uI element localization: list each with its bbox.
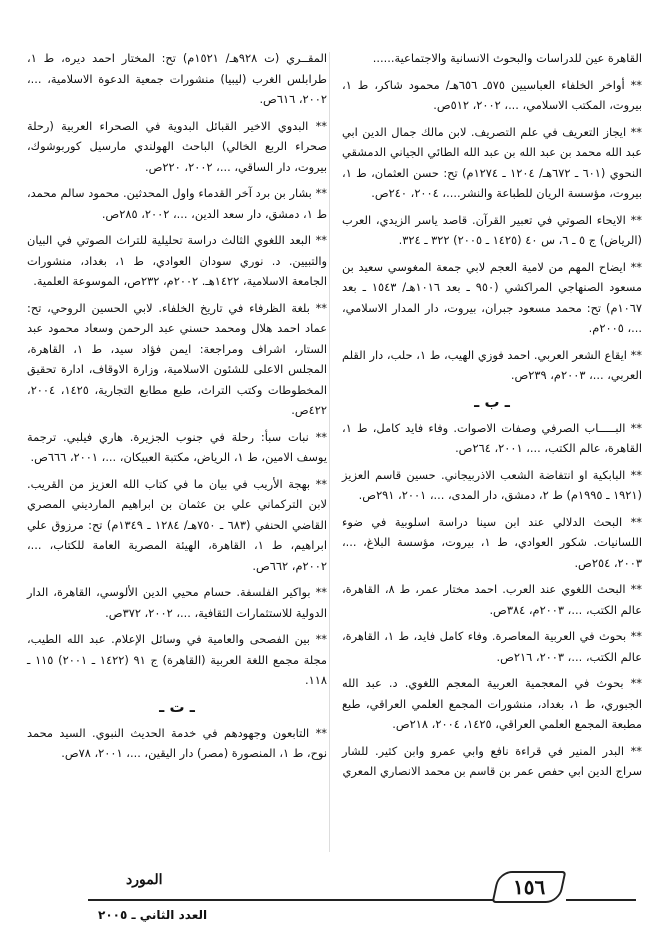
footer-rule (88, 899, 493, 901)
list-item: ** البحث الدلالي عند ابن سينا دراسة اسلوبية في ضوء اللسانيات. شكور العوادي، ط ١، بيروت، مؤسسة البلاغ، ...، ٢٠٠٣، ٢٥٤ص. (342, 514, 642, 570)
column-divider (329, 52, 330, 852)
issue-label: العدد الثاني ـ ٢٠٠٥ (98, 908, 208, 922)
list-item: ** البدوي الاخير القبائل البدوية في الصحراء العربية (رحلة صحراء الربع الخالي) الباحث الهولندي مارسيل كوربوشوك، بيروت، دار الساقي، ...، ٢٠٠٢، ٢٢٠ص. (27, 118, 327, 174)
page-footer (0, 858, 661, 935)
list-item: ** البعد اللغوي الثالث دراسة تحليلية للتراث الصوتي في البيان والتبيين. د. نوري سودان العوادي، ط ١، بغداد، منشورات الجامعة الاسلامية، ١٤٢٢هـ. ٢٠٠٢م، ٢٣٢ص، الموسوعة العلمية. (27, 233, 327, 288)
page-number: ١٥٦ (512, 875, 546, 899)
list-item: ** ايقاع الشعر العربي. احمد فوزي الهيب، ط ١، حلب، دار القلم العربي، ...، ٢٠٠٣م، ٢٣٩ص. (342, 347, 643, 382)
list-item: ** البحث اللغوي عند العرب. احمد مختار عمر، ط ٨، القاهرة، عالم الكتب، ...، ٢٠٠٣م، ٣٨٤ص. (342, 582, 642, 617)
list-item: ** بواكير الفلسفة. حسام محيي الدين الألوسي، القاهرة، الدار الدولية للاستثمارات الثقافية، ...، ٢٠٠٢، ٣٧٢ص. (27, 585, 327, 620)
section-heading-t: ـ ت ـ (159, 697, 195, 716)
list-item: ** نبات سبأ: رحلة في جنوب الجزيرة. هاري فيلبي. ترجمة يوسف الامين، ط ١، الرياض، مكتبة العبيكان، ...، ٢٠٠١، ٦٦٦ص. (27, 429, 327, 464)
list-item: ** بحوث في المعجمية العربية المعجم اللغوي. د. عبد الله الجبوري، ط ١، بغداد، منشورات المجمع العلمي العراقي، طبع مطبعة المجمع العلمي العراقي، ١٤٢٥، ٢٠٠٤، ٢١٨ص. (342, 676, 642, 731)
list-item: ** ايضاح المهم من لامية العجم لابي جمعة المغوسي سعيد بن مسعود الصنهاجي المراكشي (٩٥٠ ـ بعد ١٠١٦هـ/ ١٥٤٣ ـ بعد ١٠٦٧م) تح: محمد مسعود جبران، بيروت، دار المدار الاسلامي، ...، ٢٠٠٥م. (342, 259, 643, 335)
list-item: ** بهجة الأريب في بيان ما في كتاب الله العزيز من القريب. لابن التركماني علي بن عثمان بن ابراهيم المارديني المصري القاضي الحنفي (٦٨٣ ـ ٧٥٠هـ/ ١٢٨٤ ـ ١٣٤٩م) تح: مرزوق علي ابراهيم، ط ١، القاهرة، الهيئة المصرية العامة للكتاب، ...، ٢٠٠٢م، ٦٦٢ص. (27, 476, 327, 573)
section-heading-b: ـ ب ـ (474, 392, 510, 411)
right-column (342, 48, 642, 788)
list-item: ** البابكية او انتفاضة الشعب الاذربيجاني. حسين قاسم العزيز (١٩٢١ ـ ١٩٩٥م) ط ٢، دمشق، دار المدى، ...، ٢٠٠١، ٢٩١ص. (342, 467, 642, 502)
list-item: ** الايحاء الصوتي في تعبير القرآن. قاصد ياسر الزيدي، العرب (الرياض) ج ٥ ـ ٦، س ٤٠ (١٤٢٥ ـ ٢٠٠٥) ٣٢٢ ـ ٣٢٤. (342, 212, 642, 247)
list-item: ** بين الفصحى والعامية في وسائل الإعلام. عبد الله الطيب، مجلة مجمع اللغة العربية (القاهرة) ج ٩١ (١٤٢٢ ـ ٢٠٠١) ١١٥ ـ ١١٨. (27, 632, 327, 687)
list-item: ** بشار بن برد آخر القدماء واول المحدثين. محمود سالم محمد، ط ١، دمشق، دار سعد الدين، ...، ٢٠٠٢، ٢٨٥ص. (27, 186, 327, 221)
list-item: ** ايجاز التعريف في علم التصريف. لابن مالك جمال الدين ابي عبد الله محمد بن عبد الله بن عبد الله الطائي الجياني الدمشقي النحوي (٦٠١ ـ ٦٧٢هـ/ ١٢٠٤ ـ ١٢٧٤م) تح: حسن العثمان، ط ١، بيروت، مؤسسة الريان للطباعة والنشر....، ٢٠٠٤، ٢٤٠ص. (342, 124, 642, 200)
list-item: ** بلغة الظرفاء في تاريخ الخلفاء. لابي الحسين الروحي، تح: عماد احمد هلال ومحمد حسني عبد الرحمن وسعاد محمود عبد الستار، اشراف ومراجعة: ايمن فؤاد سيد، ط ١، القاهرة، المجلس الاعلى للشئون الاسلامية، وزارة الاوقاف، ادارة تحقيق المخطوطات وكتب التراث، طبع مطابع التجارية، ١٤٢٥، ٢٠٠٤، ٤٢٢ص. (27, 300, 327, 417)
list-item: ** التابعون وجهودهم في خدمة الحديث النبوي. السيد محمد نوح، ط ١، المنصورة (مصر) دار اليقين، ...، ٢٠٠١، ٧٨ص. (27, 725, 327, 760)
left-column (27, 48, 327, 770)
list-item: القاهرة عين للدراسات والبحوث الانسانية والاجتماعية...... (372, 51, 642, 65)
list-item: المقــري (ت ٩٢٨هـ/ ١٥٢١م) تح: المختار احمد ديره، ط ١، طرابلس الغرب (ليبيا) منشورات جمعية الدعوة الاسلامية، ...، ٢٠٠٢، ٦١٦ص. (27, 51, 327, 106)
list-item: ** بحوث في العربية المعاصرة. وفاء كامل فايد، ط ١، القاهرة، عالم الكتب، ...، ٢٠٠٣، ٢١٦ص. (342, 629, 642, 664)
list-item: ** البدر المنير في قراءة نافع وابي عمرو وابن كثير. للشار سراج الدين ابي حفص عمر بن قاسم بن محمد الانصاري المعري (342, 743, 642, 778)
list-item: ** البـــــاب الصرفي وصفات الاصوات. وفاء فايد كامل، ط ١، القاهرة، عالم الكتب، ...، ٢٠٠١، ٢٦٤ص. (342, 420, 642, 455)
list-item: ** أواخر الخلفاء العباسيين ٥٧٥ـ ٦٥٦هـ/ محمود شاكر، ط ١، بيروت، المكتب الاسلامي، ...، ٢٠٠٢، ٥١٢ص. (342, 77, 642, 112)
page-number-box (492, 871, 567, 903)
journal-name: المورد (126, 872, 163, 888)
footer-rule-right (566, 899, 636, 901)
